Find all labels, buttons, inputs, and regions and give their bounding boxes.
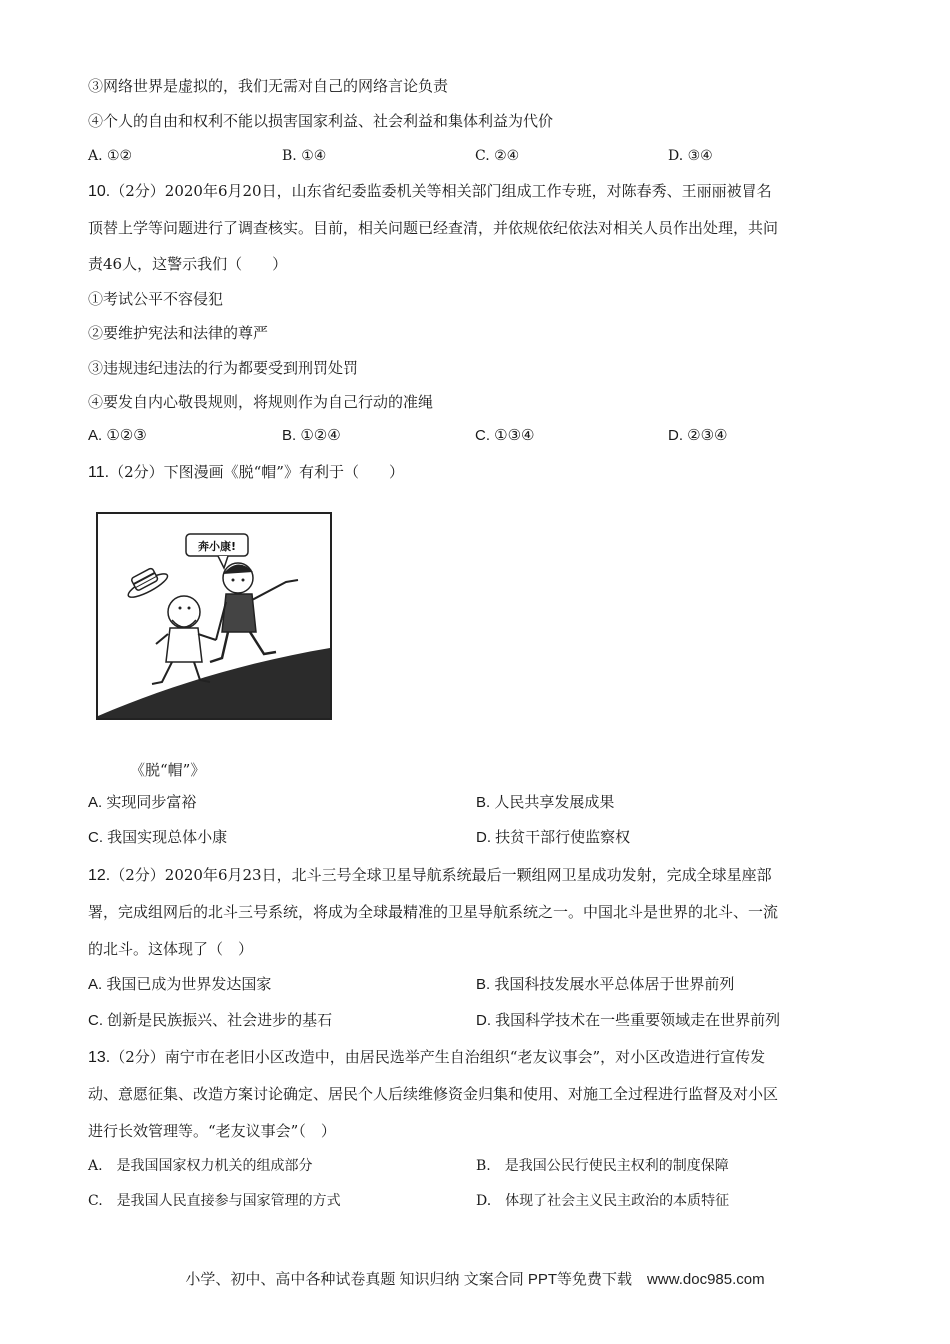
q11-option-b: B. 人民共享发展成果 bbox=[476, 794, 615, 811]
q10-option-a: A. ①②③ bbox=[88, 427, 147, 444]
page-footer: 小学、初中、高中各种试卷真题 知识归纳 文案合同 PPT等免费下载 www.doc985.com bbox=[185, 1271, 765, 1288]
q13-option-a: A. 是我国国家权力机关的组成部分 bbox=[88, 1158, 313, 1174]
q10-text-1: （2分）2020年6月20日，山东省纪委监委机关等相关部门组成工作专班，对陈春秀、王丽丽被冒名 bbox=[110, 182, 772, 200]
q13-stem-line-3: 进行长效管理等。“老友议事会”（ ） bbox=[88, 1122, 336, 1140]
q12-number: 12. bbox=[88, 867, 111, 884]
q11-number: 11. bbox=[88, 464, 110, 481]
q12-stem-line-1 bbox=[88, 865, 772, 886]
q13-option-c: C. 是我国人民直接参与国家管理的方式 bbox=[88, 1193, 341, 1209]
q11-stem bbox=[88, 462, 404, 483]
q10-stem-line-2: 顶替上学等问题进行了调查核实。目前，相关问题已经查清，并依规依纪依法对相关人员作出处理，共问 bbox=[88, 219, 779, 237]
q12-option-b: B. 我国科技发展水平总体居于世界前列 bbox=[476, 976, 735, 993]
q12-stem-line-2: 署，完成组网后的北斗三号系统，将成为全球最精准的卫星导航系统之一。中国北斗是世界的北斗、一流 bbox=[88, 903, 779, 921]
q11-option-d: D. 扶贫干部行使监察权 bbox=[476, 829, 631, 846]
q12-option-d: D. 我国科学技术在一些重要领域走在世界前列 bbox=[476, 1012, 781, 1029]
q9-item-3: ③网络世界是虚拟的，我们无需对自己的网络言论负责 bbox=[88, 77, 449, 95]
q13-stem-line-1 bbox=[88, 1047, 765, 1068]
q10-option-c: C. ①③④ bbox=[475, 427, 535, 444]
q9-option-b: B. ①④ bbox=[282, 148, 327, 164]
q11-text: （2分）下图漫画《脱“帽”》有利于（ ） bbox=[109, 463, 404, 481]
q11-option-a: A. 实现同步富裕 bbox=[88, 794, 197, 811]
q12-option-c: C. 创新是民族振兴、社会进步的基石 bbox=[88, 1012, 333, 1029]
q10-item-1: ①考试公平不容侵犯 bbox=[88, 290, 224, 308]
q10-option-d: D. ②③④ bbox=[668, 427, 728, 444]
q10-item-4: ④要发自内心敬畏规则，将规则作为自己行动的准绳 bbox=[88, 393, 434, 411]
q13-option-b: B. 是我国公民行使民主权利的制度保障 bbox=[476, 1158, 729, 1174]
q13-stem-line-2: 动、意愿征集、改造方案讨论确定、居民个人后续维修资金归集和使用、对施工全过程进行监督及对小区 bbox=[88, 1085, 779, 1103]
q12-stem-line-3: 的北斗。这体现了（ ） bbox=[88, 940, 254, 958]
q13-text-1: （2分）南宁市在老旧小区改造中，由居民选举产生自治组织“老友议事会”，对小区改造进行宣传发 bbox=[110, 1048, 766, 1066]
cartoon-caption: 《脱“帽”》 bbox=[130, 761, 206, 779]
q13-option-d: D. 体现了社会主义民主政治的本质特征 bbox=[476, 1193, 730, 1209]
q12-text-1: （2分）2020年6月23日，北斗三号全球卫星导航系统最后一颗组网卫星成功发射，完成全球星座部 bbox=[110, 866, 772, 884]
q10-option-b: B. ①②④ bbox=[282, 427, 341, 444]
q12-option-a: A. 我国已成为世界发达国家 bbox=[88, 976, 272, 993]
speech-bubble-text: 奔小康! bbox=[197, 540, 237, 553]
q9-option-c: C. ②④ bbox=[475, 148, 520, 164]
q9-option-d: D. ③④ bbox=[668, 148, 713, 164]
cartoon-illustration bbox=[96, 512, 332, 720]
q9-item-4: ④个人的自由和权利不能以损害国家利益、社会利益和集体利益为代价 bbox=[88, 112, 554, 130]
q13-number: 13. bbox=[88, 1049, 111, 1066]
q9-option-a: A. ①② bbox=[88, 148, 133, 164]
q10-item-3: ③违规违纪违法的行为都要受到刑罚处罚 bbox=[88, 359, 359, 377]
q11-option-c: C. 我国实现总体小康 bbox=[88, 829, 228, 846]
q10-stem-line-1 bbox=[88, 181, 772, 202]
q10-stem-line-3: 责46人，这警示我们（ ） bbox=[88, 255, 288, 273]
q10-item-2: ②要维护宪法和法律的尊严 bbox=[88, 324, 269, 342]
q10-number: 10. bbox=[88, 183, 111, 200]
